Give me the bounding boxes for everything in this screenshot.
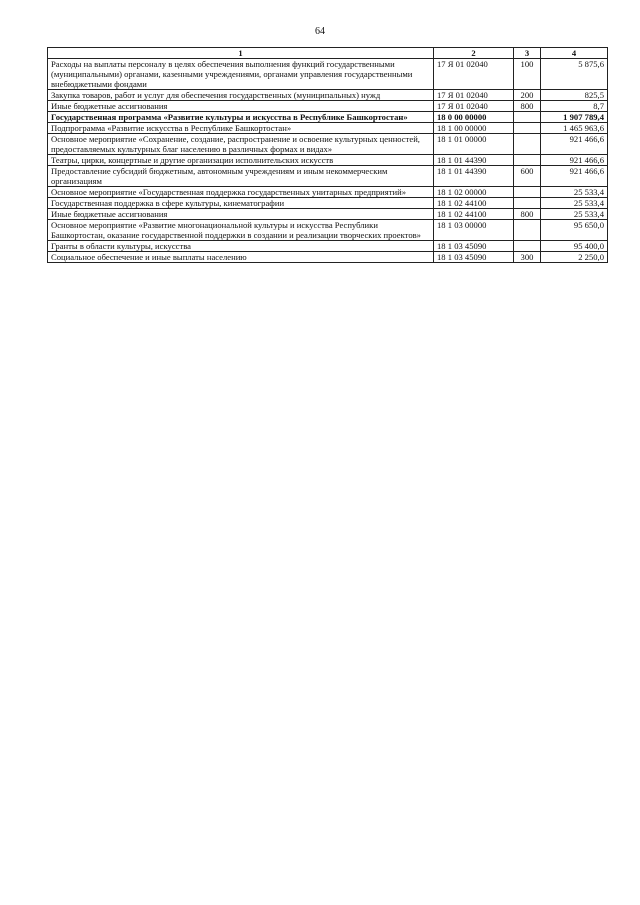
row-name-cell: Гранты в области культуры, искусства — [48, 241, 434, 252]
table-row — [48, 198, 608, 209]
row-amount-cell: 25 533,4 — [541, 198, 608, 209]
row-name-cell: Предоставление субсидий бюджетным, автономным учреждениям и иным некоммерческим организациям — [48, 166, 434, 187]
table-row — [48, 209, 608, 220]
row-code-cell: 18 1 03 45090 — [434, 241, 514, 252]
table-row — [48, 123, 608, 134]
row-type-cell — [514, 187, 541, 198]
row-type-cell — [514, 241, 541, 252]
row-amount-cell: 921 466,6 — [541, 134, 608, 155]
row-type-cell: 800 — [514, 101, 541, 112]
row-code-cell: 18 1 02 44100 — [434, 209, 514, 220]
row-name-cell: Социальное обеспечение и иные выплаты населению — [48, 252, 434, 263]
table-header-row — [48, 48, 608, 59]
row-name-cell: Закупка товаров, работ и услуг для обеспечения государственных (муниципальных) нужд — [48, 90, 434, 101]
row-amount-cell: 2 250,0 — [541, 252, 608, 263]
row-amount-cell: 25 533,4 — [541, 209, 608, 220]
row-amount-cell: 1 907 789,4 — [541, 112, 608, 123]
row-type-cell — [514, 198, 541, 209]
row-code-cell: 17 Я 01 02040 — [434, 101, 514, 112]
page-number: 64 — [315, 26, 325, 37]
row-type-cell — [514, 220, 541, 241]
table-body — [48, 59, 608, 263]
row-amount-cell: 95 650,0 — [541, 220, 608, 241]
row-name-cell: Государственная программа «Развитие культуры и искусства в Республике Башкортостан» — [48, 112, 434, 123]
row-name-cell: Государственная поддержка в сфере культуры, кинематографии — [48, 198, 434, 209]
row-name-cell: Подпрограмма «Развитие искусства в Республике Башкортостан» — [48, 123, 434, 134]
table-row — [48, 252, 608, 263]
budget-table — [47, 47, 608, 263]
row-type-cell: 600 — [514, 166, 541, 187]
row-amount-cell: 8,7 — [541, 101, 608, 112]
row-name-cell: Театры, цирки, концертные и другие организации исполнительских искусств — [48, 155, 434, 166]
table-row — [48, 112, 608, 123]
row-code-cell: 18 1 03 00000 — [434, 220, 514, 241]
row-name-cell: Основное мероприятие «Сохранение, создание, распространение и освоение культурных ценностей, предоставляемых культурных благ населению в различных формах и видах» — [48, 134, 434, 155]
row-amount-cell: 825,5 — [541, 90, 608, 101]
header-col-code: 2 — [434, 48, 514, 59]
row-amount-cell: 25 533,4 — [541, 187, 608, 198]
row-code-cell: 17 Я 01 02040 — [434, 59, 514, 90]
row-amount-cell: 5 875,6 — [541, 59, 608, 90]
table-row — [48, 220, 608, 241]
row-amount-cell: 95 400,0 — [541, 241, 608, 252]
table-row — [48, 166, 608, 187]
table-row — [48, 101, 608, 112]
row-code-cell: 17 Я 01 02040 — [434, 90, 514, 101]
table-row — [48, 241, 608, 252]
row-name-cell: Иные бюджетные ассигнования — [48, 101, 434, 112]
row-code-cell: 18 1 03 45090 — [434, 252, 514, 263]
row-type-cell: 200 — [514, 90, 541, 101]
row-type-cell — [514, 112, 541, 123]
table-row — [48, 134, 608, 155]
row-name-cell: Основное мероприятие «Развитие многонациональной культуры и искусства Республики Башкортостан, оказание государственной поддержки в создании и реализации творческих проектов» — [48, 220, 434, 241]
table-row — [48, 187, 608, 198]
row-amount-cell: 921 466,6 — [541, 155, 608, 166]
row-type-cell — [514, 123, 541, 134]
row-amount-cell: 921 466,6 — [541, 166, 608, 187]
header-col-type: 3 — [514, 48, 541, 59]
row-code-cell: 18 1 01 00000 — [434, 134, 514, 155]
table-row — [48, 155, 608, 166]
row-name-cell: Расходы на выплаты персоналу в целях обеспечения выполнения функций государственными (муниципальными) органами, казенными учреждениями, органами управления государственными внебюджетными фондами — [48, 59, 434, 90]
header-col-amount: 4 — [541, 48, 608, 59]
row-type-cell: 800 — [514, 209, 541, 220]
row-type-cell — [514, 134, 541, 155]
row-type-cell: 100 — [514, 59, 541, 90]
row-name-cell: Основное мероприятие «Государственная поддержка государственных унитарных предприятий» — [48, 187, 434, 198]
row-type-cell: 300 — [514, 252, 541, 263]
row-code-cell: 18 1 02 44100 — [434, 198, 514, 209]
row-code-cell: 18 1 02 00000 — [434, 187, 514, 198]
row-type-cell — [514, 155, 541, 166]
row-code-cell: 18 1 01 44390 — [434, 166, 514, 187]
table-row — [48, 59, 608, 90]
header-col-name: 1 — [48, 48, 434, 59]
row-name-cell: Иные бюджетные ассигнования — [48, 209, 434, 220]
row-amount-cell: 1 465 963,6 — [541, 123, 608, 134]
table-row — [48, 90, 608, 101]
row-code-cell: 18 1 01 44390 — [434, 155, 514, 166]
row-code-cell: 18 1 00 00000 — [434, 123, 514, 134]
row-code-cell: 18 0 00 00000 — [434, 112, 514, 123]
